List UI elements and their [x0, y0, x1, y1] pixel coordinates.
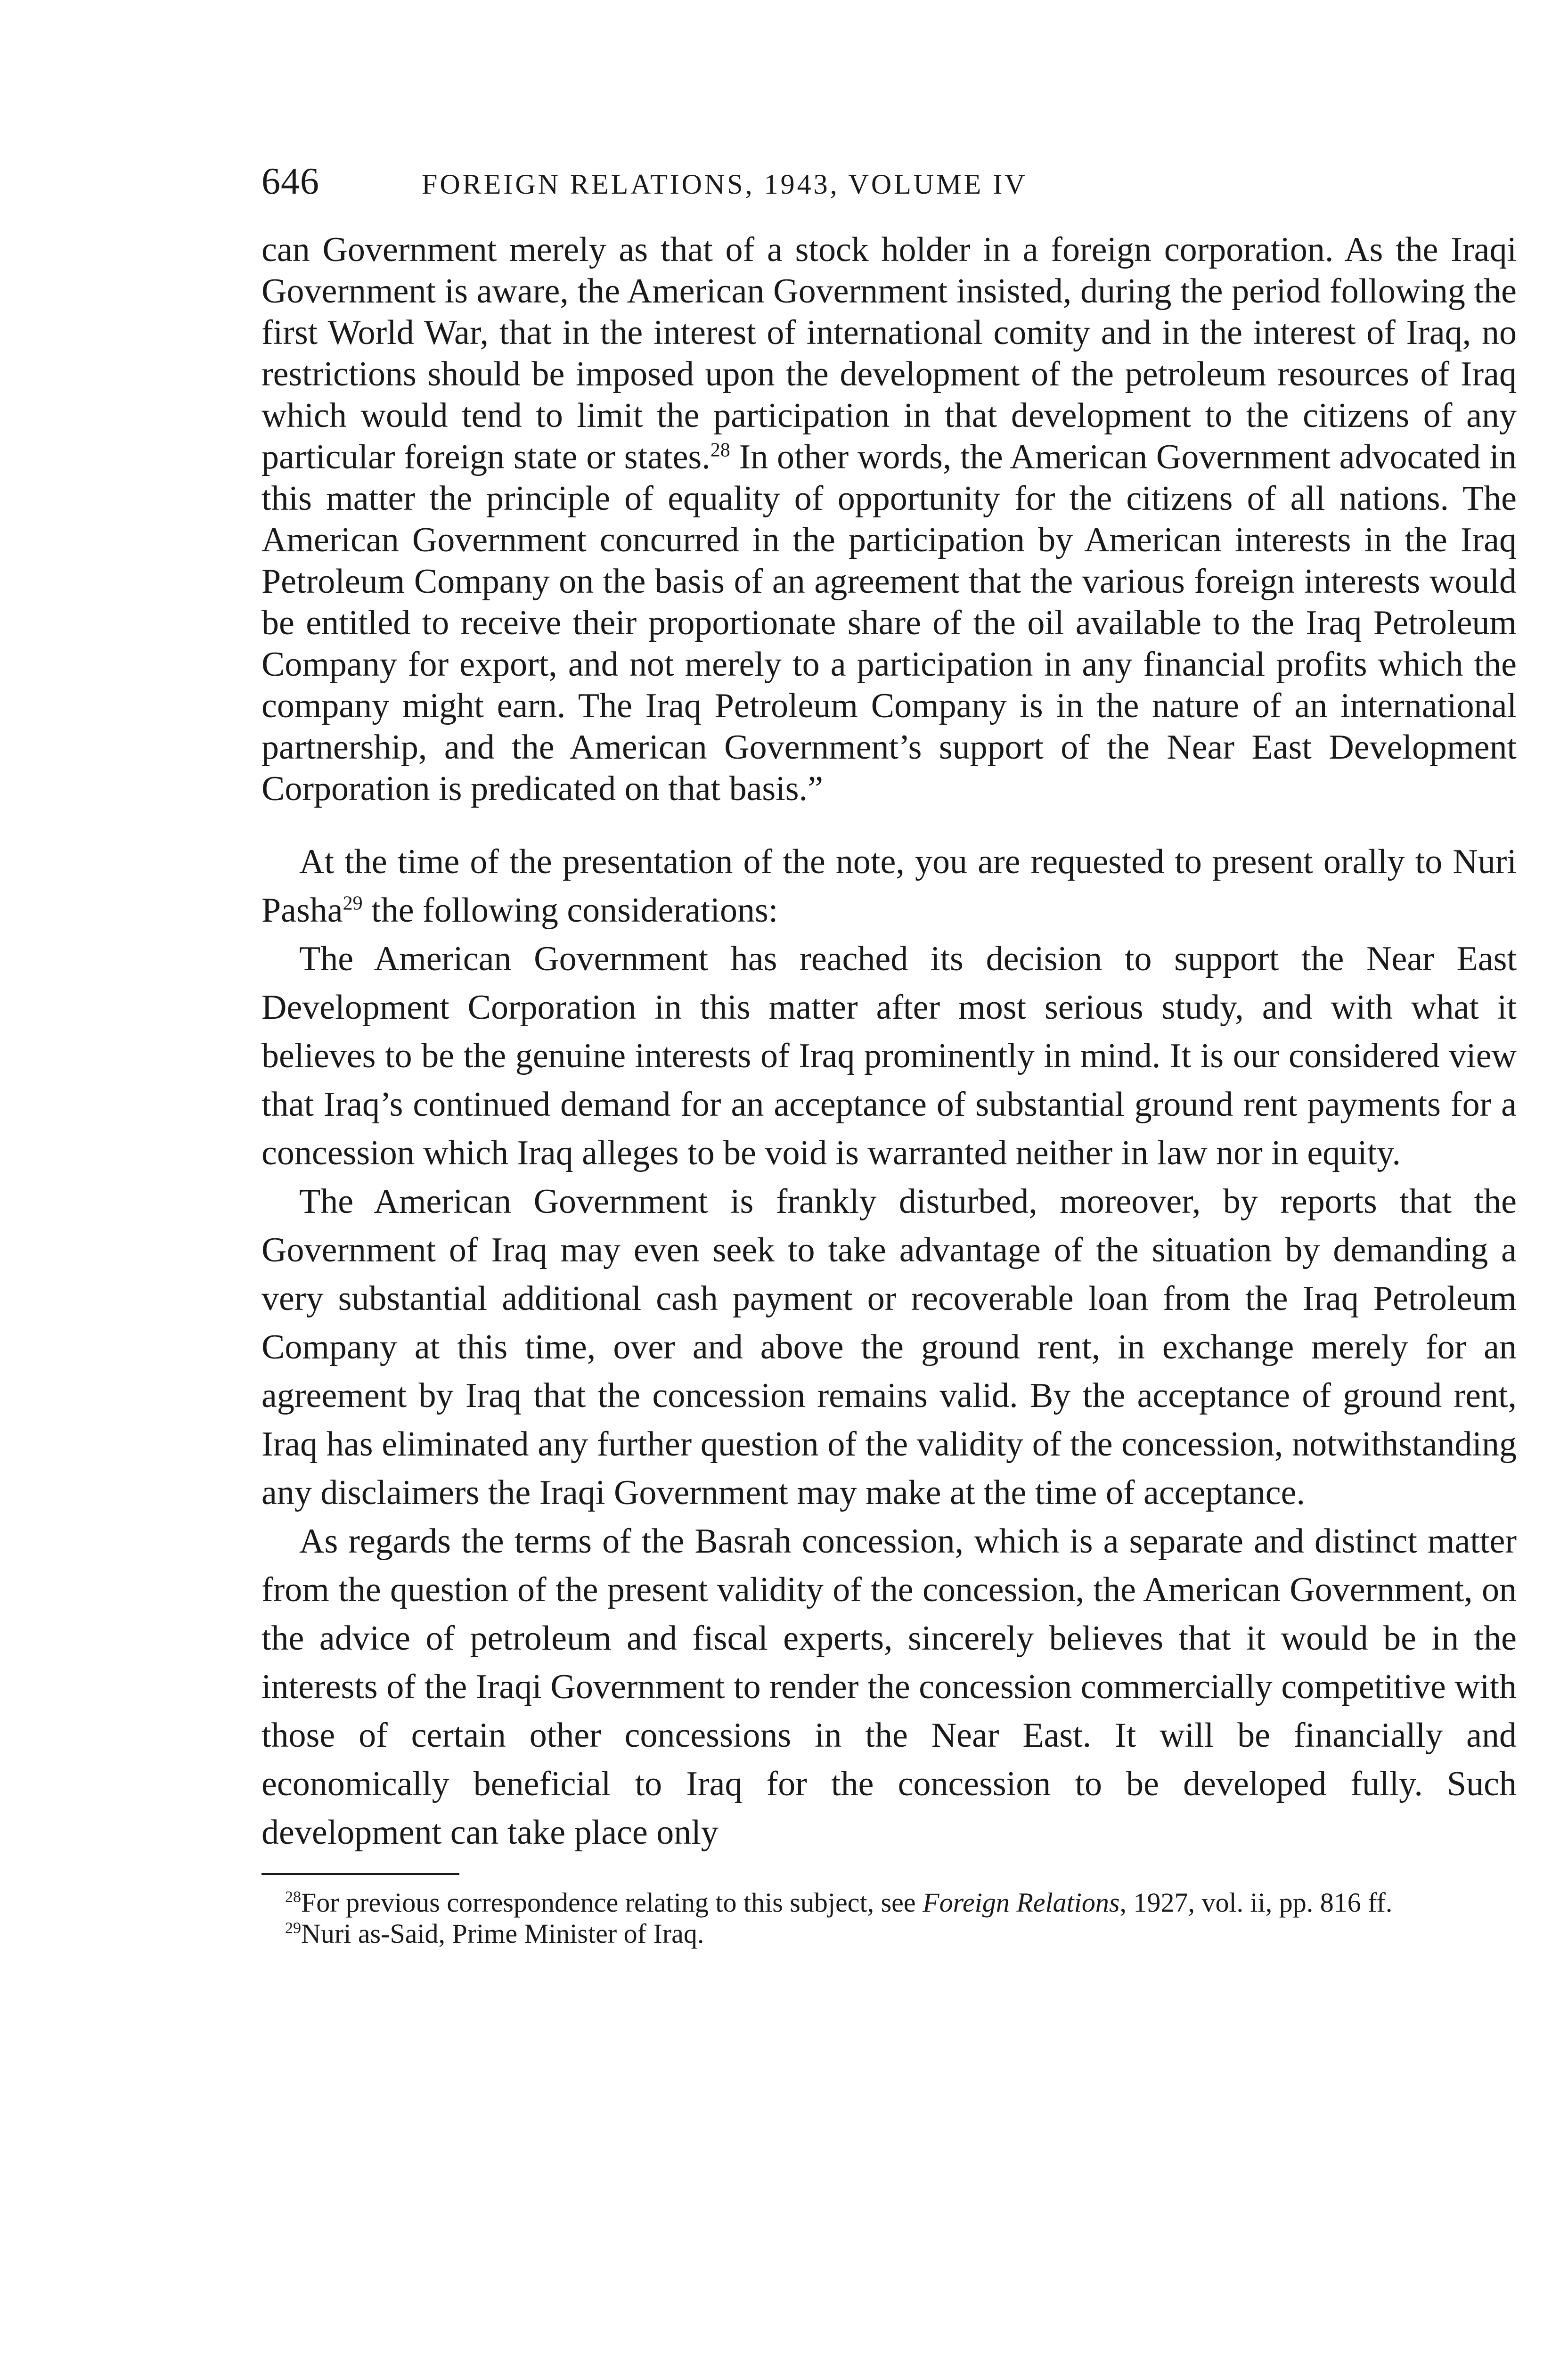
- document-page: [261, 160, 1517, 1949]
- paragraph-decision: The American Government has reached its decision to support the Near East Development Corporation in this matter after most serious study, and with what it believes to be the genuine interests of Iraq prominently in mind. It is our considered view that Iraq’s continued demand for an acceptance of substantial ground rent payments for a concession which Iraq alleges to be void is warranted neither in law nor in equity.: [261, 940, 1517, 1172]
- footnote-28-text-part-2: , 1927, vol. ii, pp. 816 ff.: [1119, 1887, 1393, 1918]
- footnote-ref-29: 29: [343, 892, 363, 915]
- footnote-29-number: 29: [285, 1919, 301, 1937]
- quote-text-part-2: In other words, the American Government advocated in this matter the principle of equality of opportunity for the citizens of all nations. The American Government concurred in the participation by American interests in the Iraq Petroleum Company on the basis of an agreement that the various foreign interests would be entitled to receive their proportionate share of the oil available to the Iraq Petroleum Company for export, and not merely to a participation in any financial profits which the company might earn. The Iraq Petroleum Company is in the nature of an international partnership, and the American Government’s support of the Near East Development Corporation is predicated on that basis.”: [261, 438, 1517, 808]
- footnote-29-text: Nuri as-Said, Prime Minister of Iraq.: [301, 1918, 704, 1949]
- paragraph-1-part-2: the following considerations:: [362, 891, 778, 930]
- quote-paragraph: [261, 229, 1517, 810]
- page-number: 646: [261, 161, 319, 202]
- footnote-28-text-part-1: For previous correspondence relating to this subject, see: [301, 1887, 923, 1918]
- running-head: [261, 160, 1517, 212]
- footnotes: [261, 1887, 1517, 1949]
- paragraph-presentation-note: [261, 838, 1517, 935]
- quoted-note-continuation: [261, 229, 1517, 810]
- footnote-28-title: Foreign Relations: [923, 1887, 1120, 1918]
- paragraph-1-part-1: At the time of the presentation of the note, you are requested to present orally to Nuri Pasha: [261, 843, 1517, 930]
- running-title: FOREIGN RELATIONS, 1943, VOLUME IV: [422, 169, 1028, 200]
- footnote-ref-28: 28: [710, 439, 730, 461]
- footnote-28: [261, 1887, 1517, 1918]
- quote-text-part-1: can Government merely as that of a stock holder in a foreign corporation. As the Iraqi Government is aware, the American Government insisted, during the period following the first World War, that in the interest of international comity and in the interest of Iraq, no restrictions should be imposed upon the development of the petroleum resources of Iraq which would tend to limit the participation in that development to the citizens of any particular foreign state or states.: [261, 230, 1517, 476]
- body-text: [261, 838, 1517, 1857]
- paragraph-disturbed: The American Government is frankly disturbed, moreover, by reports that the Government of Iraq may even seek to take advantage of the situation by demanding a very substantial additional cash payment or recoverable loan from the Iraq Petroleum Company at this time, over and above the ground rent, in exchange merely for an agreement by Iraq that the concession remains valid. By the acceptance of ground rent, Iraq has eliminated any further question of the validity of the concession, notwithstanding any disclaimers the Iraqi Government may make at the time of acceptance.: [261, 1182, 1517, 1512]
- footnote-28-number: 28: [285, 1888, 301, 1906]
- paragraph-basrah-concession: As regards the terms of the Basrah concession, which is a separate and distinct matter from the question of the present validity of the concession, the American Government, on the advice of petroleum and fiscal experts, sincerely believes that it would be in the interests of the Iraqi Government to render the concession commercially competitive with those of certain other concessions in the Near East. It will be financially and economically beneficial to Iraq for the concession to be developed fully. Such development can take place only: [261, 1522, 1517, 1852]
- footnote-29: [261, 1918, 1517, 1949]
- footnote-divider: [261, 1873, 459, 1875]
